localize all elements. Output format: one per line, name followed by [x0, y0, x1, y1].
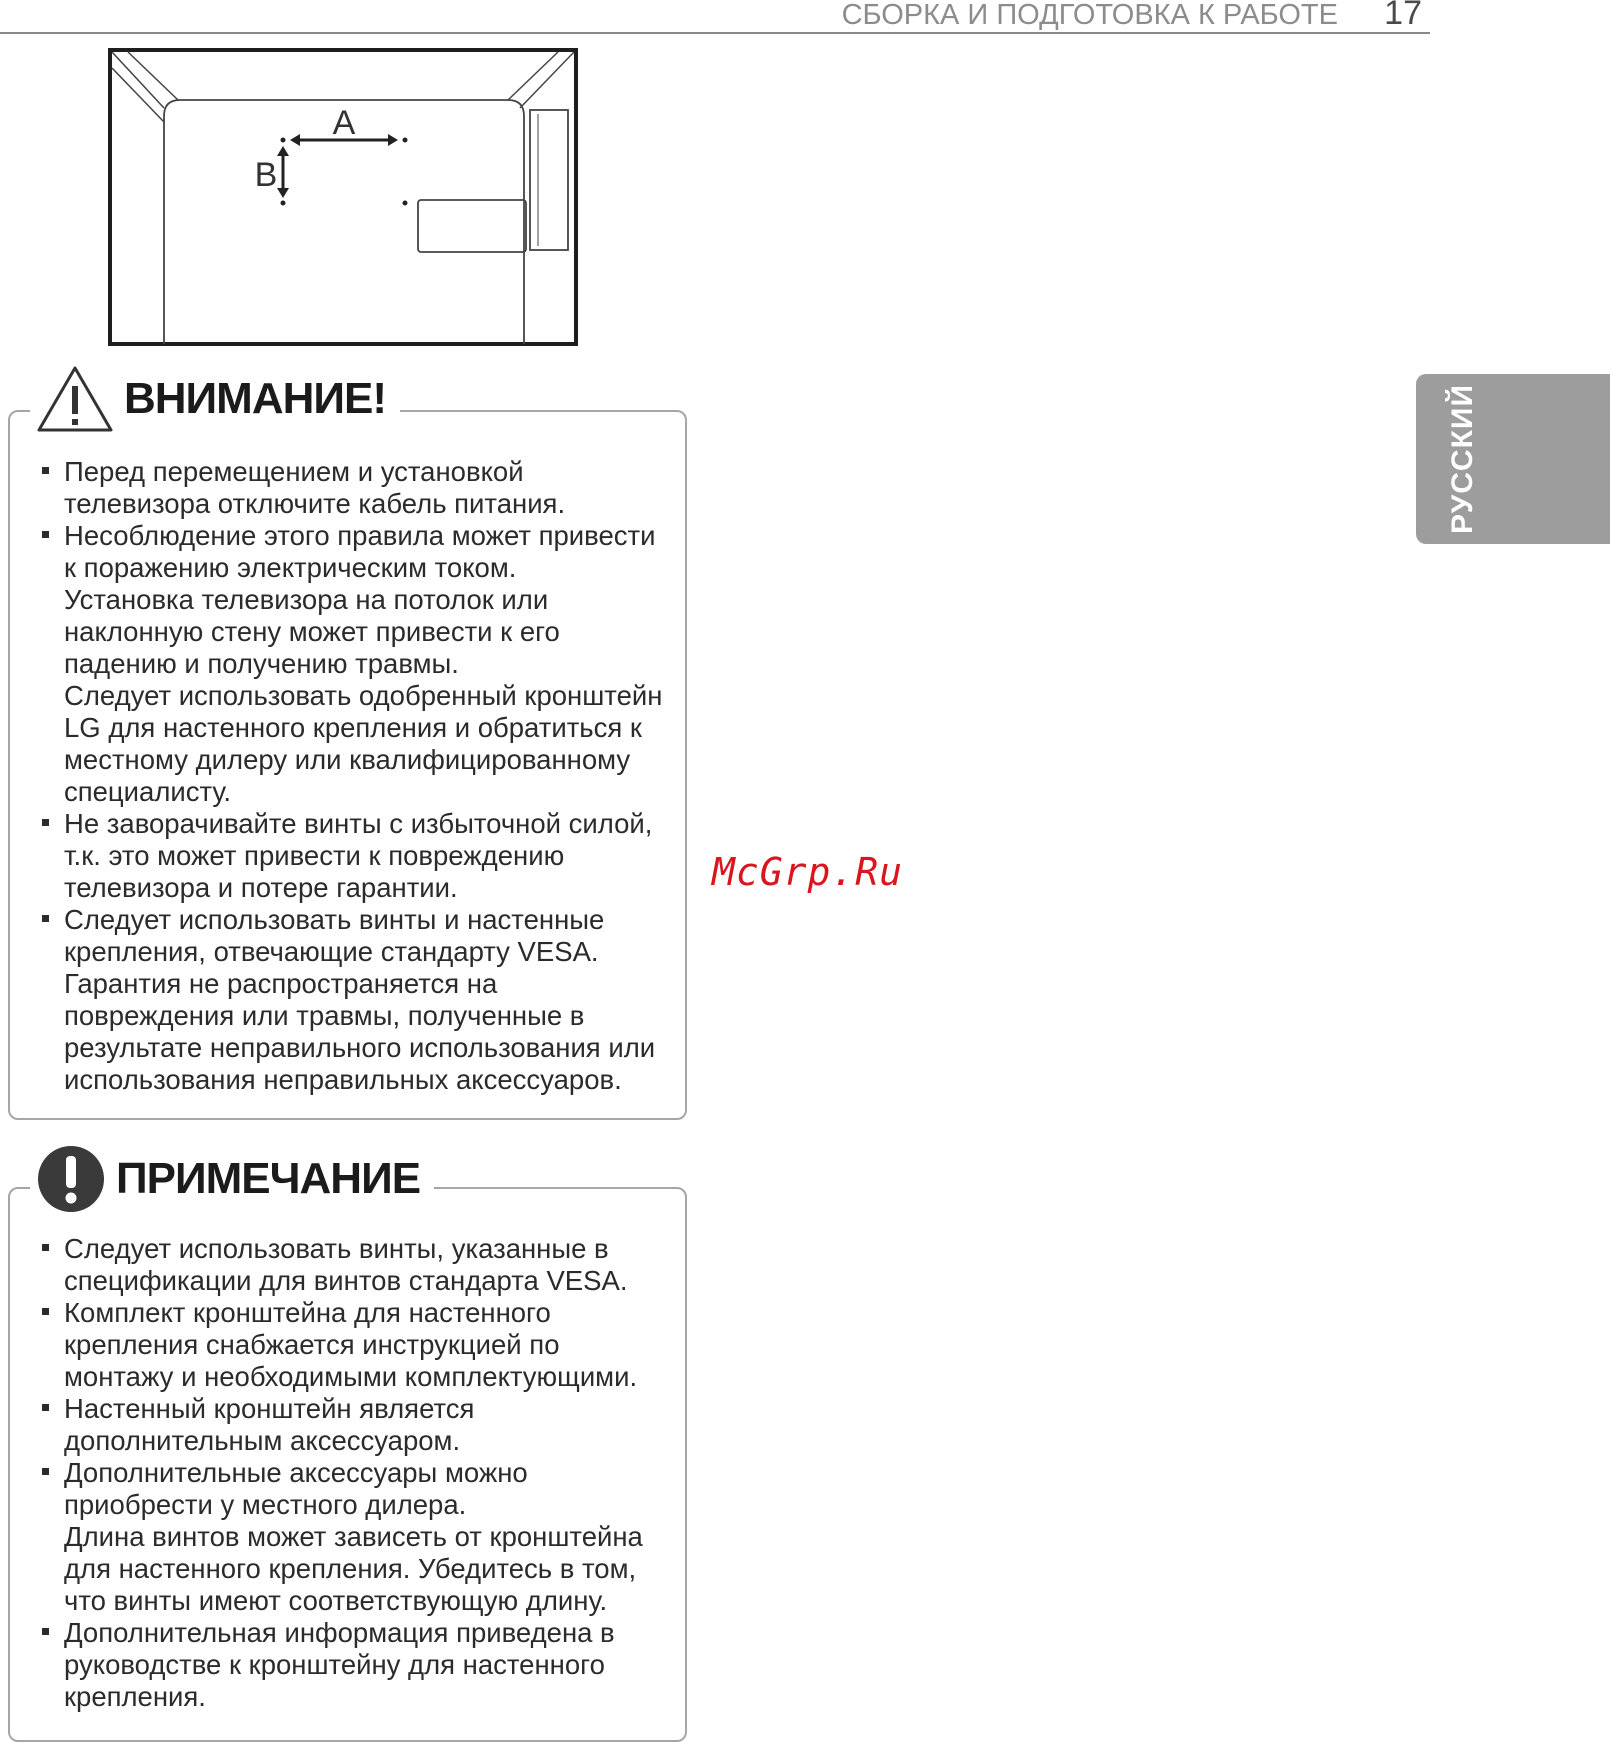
note-list	[40, 1233, 675, 1713]
list-item: Следует использовать винты, указанные в спецификации для винтов стандарта VESA.	[40, 1233, 675, 1297]
tv-side-port-panel	[530, 110, 568, 250]
language-label: РУССКИЙ	[1446, 383, 1479, 535]
language-tab	[1416, 374, 1610, 544]
list-item: Дополнительные аксессуары можно приобрести у местного дилера. Длина винтов может зависеть от кронштейна для настенного крепления. Убедитесь в том, что винты имеют соответствующую длину.	[40, 1457, 675, 1617]
caution-title: ВНИМАНИЕ!	[124, 374, 387, 423]
tv-outer-frame	[110, 50, 576, 344]
caution-heading	[30, 358, 400, 440]
note-title: ПРИМЕЧАНИЕ	[116, 1154, 421, 1203]
list-item: Перед перемещением и установкой телевизора отключите кабель питания.	[40, 456, 675, 520]
list-item: Не заворачивайте винты с избыточной силой, т.к. это может привести к повреждению телевизора и потере гарантии.	[40, 808, 675, 904]
dimension-label-b: B	[254, 156, 278, 194]
exclamation-circle-icon	[36, 1144, 106, 1214]
tv-back-diagram	[108, 48, 580, 348]
list-item: Дополнительная информация приведена в руководстве к кронштейну для настенного крепления.	[40, 1617, 675, 1713]
page-header	[0, 0, 1430, 34]
list-item: Настенный кронштейн является дополнительным аксессуаром.	[40, 1393, 675, 1457]
dimension-label-a: A	[332, 104, 356, 142]
tv-terminal-block	[418, 200, 526, 252]
watermark: McGrp.Ru	[712, 850, 904, 894]
warning-triangle-icon	[36, 364, 114, 434]
list-item: Несоблюдение этого правила может привести к поражению электрическим током. Установка телевизора на потолок или наклонную стену может привести к его падению и получению травмы. Следует использовать одобренный кронштейн LG для настенного крепления и обратиться к местному дилеру или квалифицированному специалисту.	[40, 520, 675, 808]
caution-list	[40, 456, 675, 1096]
note-heading	[30, 1138, 434, 1220]
list-item: Комплект кронштейна для настенного крепления снабжается инструкцией по монтажу и необходимыми комплектующими.	[40, 1297, 675, 1393]
section-title: СБОРКА И ПОДГОТОВКА К РАБОТЕ	[841, 0, 1338, 31]
list-item: Следует использовать винты и настенные крепления, отвечающие стандарту VESA. Гарантия не распространяется на повреждения или травмы, полученные в результате неправильного использования или использования неправильных аксессуаров.	[40, 904, 675, 1096]
page-number: 17	[1384, 0, 1422, 32]
